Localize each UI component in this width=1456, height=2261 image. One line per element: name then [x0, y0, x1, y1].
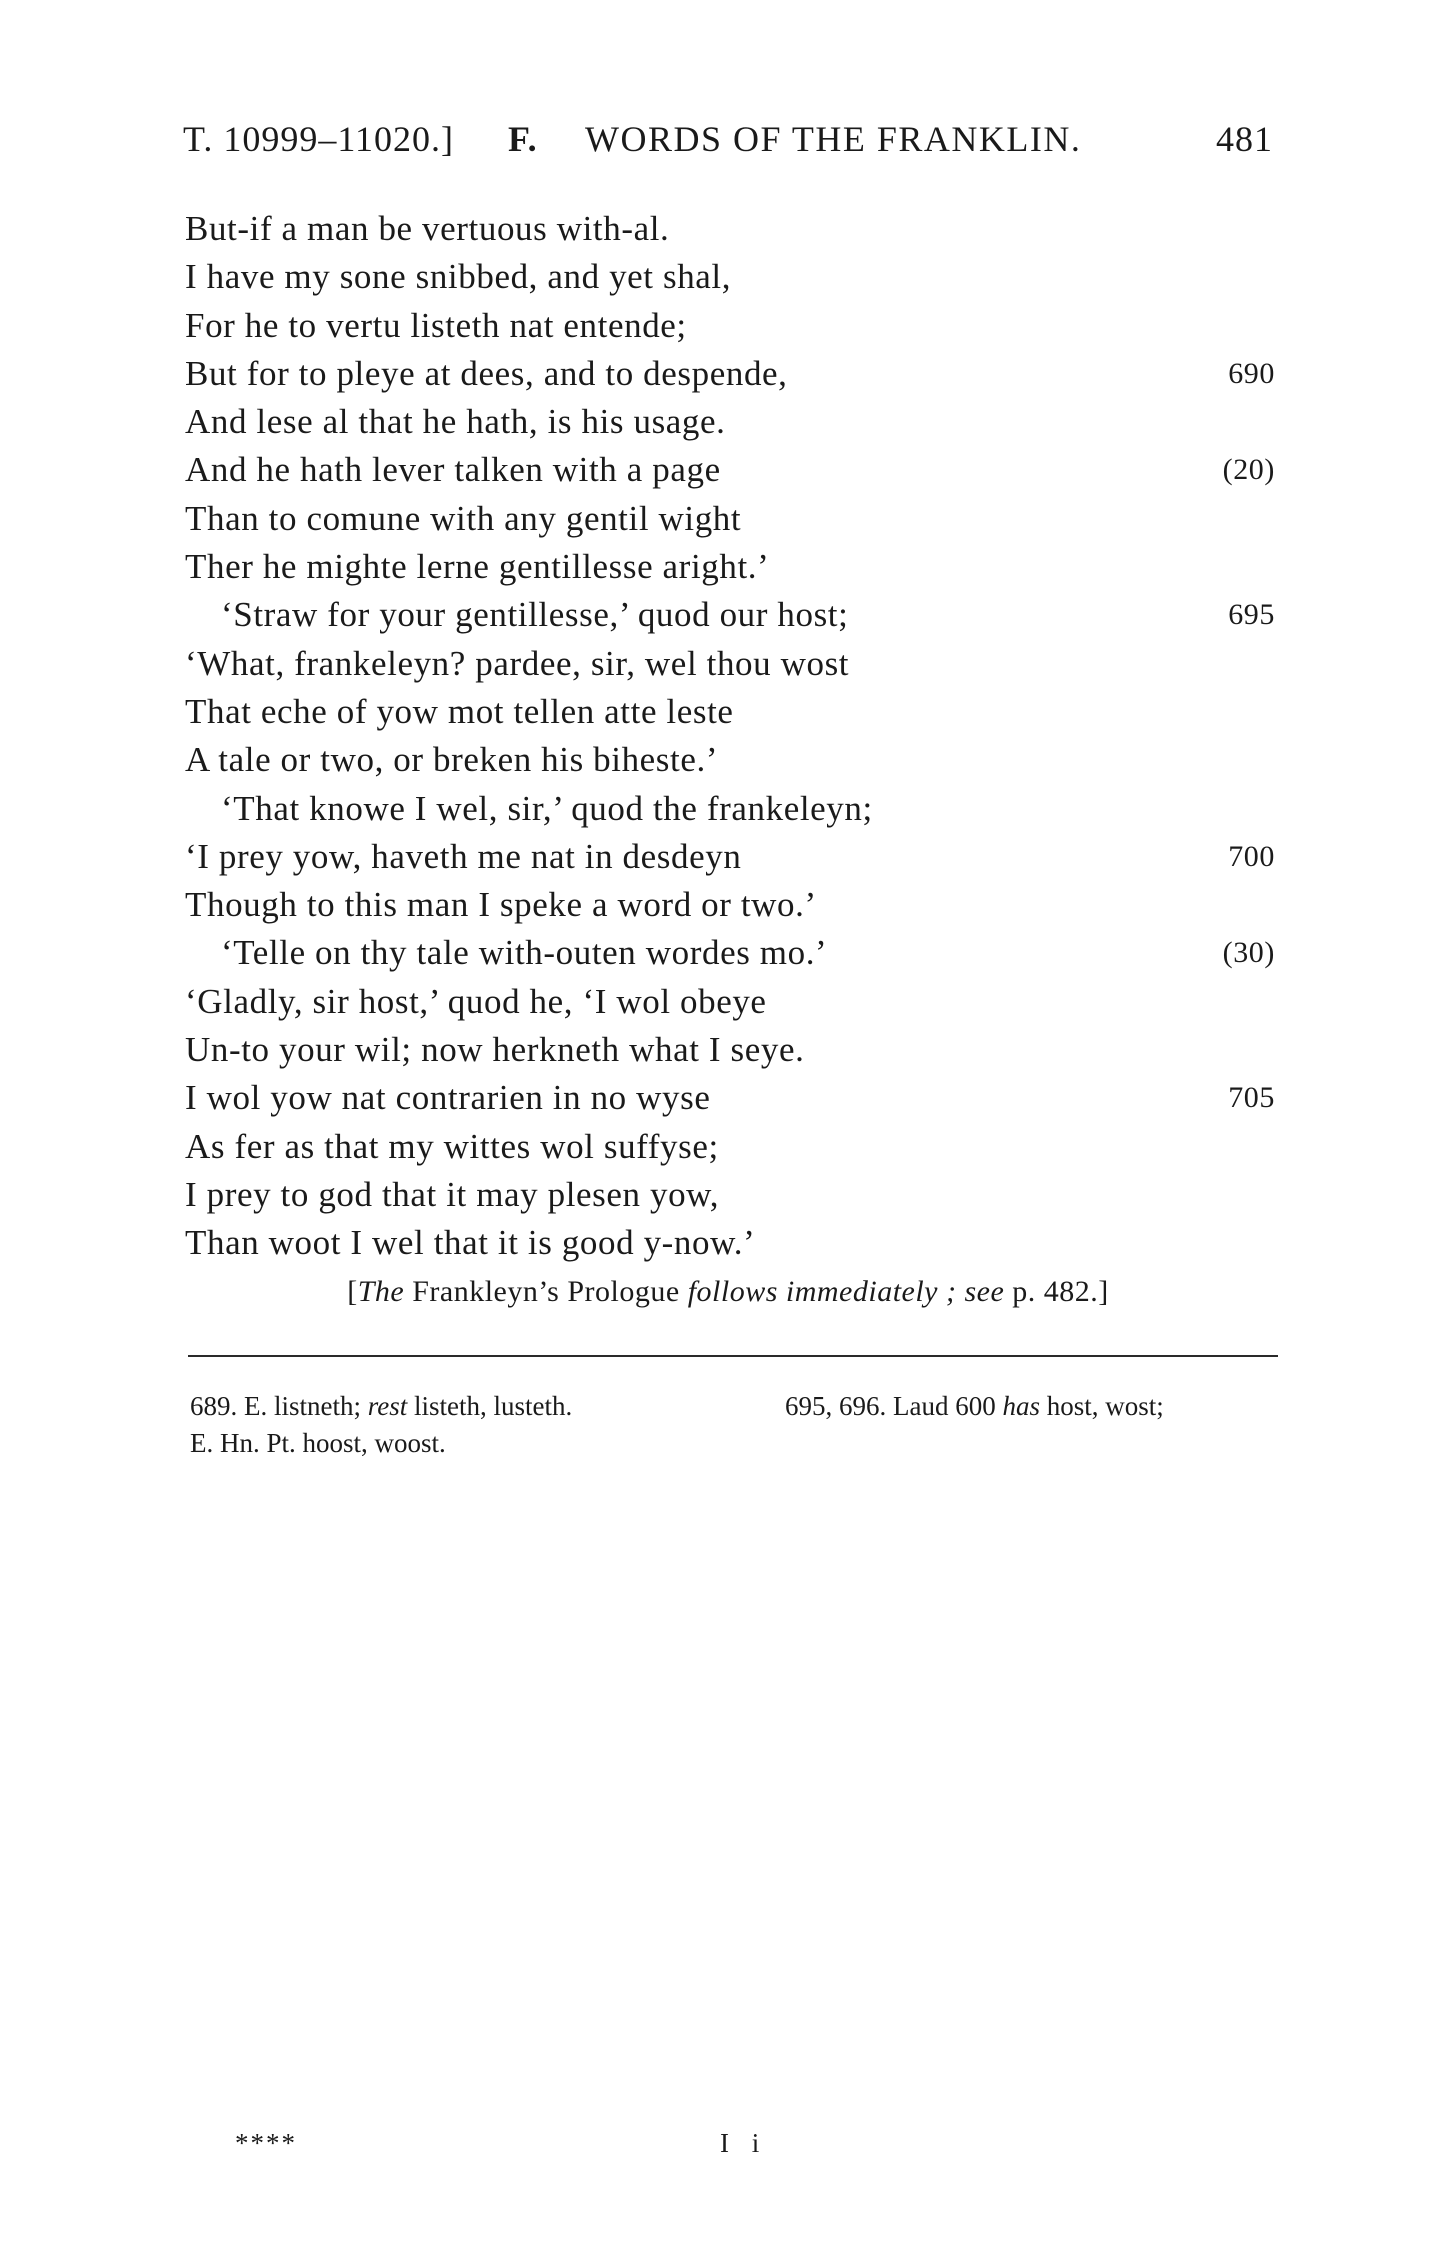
note-prologue: Frankleyn’s Prologue	[404, 1275, 688, 1308]
verse-line-text: ‘Straw for your gentillesse,’ quod our host;	[221, 595, 849, 635]
page-title: WORDS OF THE FRANKLIN.	[585, 119, 1082, 159]
verse-line	[185, 1026, 1275, 1074]
note-follows: follows immediately ; see	[687, 1275, 1005, 1308]
editorial-note	[0, 1275, 1456, 1309]
footnote-695-has: has	[1002, 1391, 1040, 1421]
verse-line-text: And he hath lever talken with a page	[185, 450, 721, 490]
footnote-695-head: 695, 696. Laud 600	[785, 1391, 1003, 1421]
verse-line	[185, 688, 1275, 736]
signature-stars: ****	[235, 2128, 297, 2158]
running-head	[183, 118, 1273, 164]
verse-line	[185, 833, 1275, 881]
note-the: The	[357, 1275, 405, 1308]
verse-line	[185, 1171, 1275, 1219]
line-number: 690	[1228, 356, 1275, 390]
verse-line-text: But for to pleye at dees, and to despende,	[185, 353, 788, 393]
note-page-ref: p. 482.]	[1004, 1275, 1109, 1308]
verse-line-text: I prey to god that it may plesen yow,	[185, 1174, 720, 1214]
verse-line-text: Un-to your wil; now herkneth what I seye.	[185, 1030, 805, 1070]
verse-line	[185, 205, 1275, 253]
verse-line	[185, 350, 1275, 398]
footnote-695	[785, 1388, 1164, 1425]
footnote-689	[190, 1388, 572, 1425]
verse-line-text: Ther he mighte lerne gentillesse aright.’	[185, 547, 770, 587]
signature-mark	[0, 2128, 1456, 2168]
page-number: 481	[1216, 119, 1273, 159]
footnote-689-head: 689. E. listneth;	[190, 1391, 361, 1421]
verse-line-text: ‘What, frankeleyn? pardee, sir, wel thou wost	[185, 643, 850, 683]
verse-line-text: I wol yow nat contrarien in no wyse	[185, 1078, 711, 1118]
verse-line-text: Though to this man I speke a word or two.’	[185, 885, 817, 925]
line-number: 695	[1228, 598, 1275, 632]
line-number: 700	[1228, 839, 1275, 873]
verse-line	[185, 253, 1275, 301]
footnote-divider	[188, 1355, 1278, 1357]
verse-line	[185, 881, 1275, 929]
verse-line-text: ‘That knowe I wel, sir,’ quod the frankeleyn;	[221, 788, 873, 828]
verse-line	[185, 1219, 1275, 1267]
verse-line	[185, 929, 1275, 977]
footnote-695-tail: host, wost;	[1040, 1391, 1164, 1421]
verse-line	[185, 302, 1275, 350]
verse-line	[185, 1123, 1275, 1171]
verse-line-text: But-if a man be vertuous with-al.	[185, 209, 670, 248]
verse-line-text: ‘Telle on thy tale with-outen wordes mo.’	[221, 933, 828, 973]
verse-line-text: Than to comune with any gentil wight	[185, 498, 742, 538]
footnotes	[190, 1388, 1280, 1462]
verse-line-text: Than woot I wel that it is good y-now.’	[185, 1223, 756, 1263]
footnote-689-tail: listeth, lusteth.	[407, 1391, 573, 1421]
verse-line	[185, 1074, 1275, 1122]
verse-line	[185, 446, 1275, 494]
verse-block	[185, 205, 1275, 1268]
footnote-row	[190, 1425, 1280, 1462]
verse-line-text: A tale or two, or breken his biheste.’	[185, 740, 719, 780]
line-number: 705	[1228, 1081, 1275, 1115]
footnote-695-cont: E. Hn. Pt. hoost, woost.	[190, 1428, 446, 1458]
section-letter: F.	[508, 119, 538, 159]
verse-line-text: ‘I prey yow, haveth me nat in desdeyn	[185, 836, 742, 876]
verse-line-text: And lese al that he hath, is his usage.	[185, 402, 726, 442]
verse-line	[185, 978, 1275, 1026]
verse-line-text: For he to vertu listeth nat entende;	[185, 305, 687, 345]
verse-line	[185, 543, 1275, 591]
verse-line	[185, 591, 1275, 639]
verse-line	[185, 495, 1275, 543]
footnote-689-rest: rest	[367, 1391, 408, 1421]
line-range: T. 10999–11020.]	[183, 119, 454, 159]
verse-line	[185, 640, 1275, 688]
verse-line-text: That eche of yow mot tellen atte leste	[185, 691, 734, 731]
verse-line-text: ‘Gladly, sir host,’ quod he, ‘I wol obeye	[185, 981, 767, 1021]
verse-line	[185, 736, 1275, 784]
gathering-mark: I i	[720, 2128, 768, 2158]
note-bracket: [	[347, 1275, 358, 1308]
footnote-row	[190, 1388, 1280, 1425]
verse-line-text: As fer as that my wittes wol suffyse;	[185, 1126, 719, 1166]
verse-line-text: I have my sone snibbed, and yet shal,	[185, 257, 732, 297]
line-number: (20)	[1222, 453, 1275, 487]
verse-line	[185, 398, 1275, 446]
verse-line	[185, 785, 1275, 833]
line-number: (30)	[1222, 936, 1275, 970]
